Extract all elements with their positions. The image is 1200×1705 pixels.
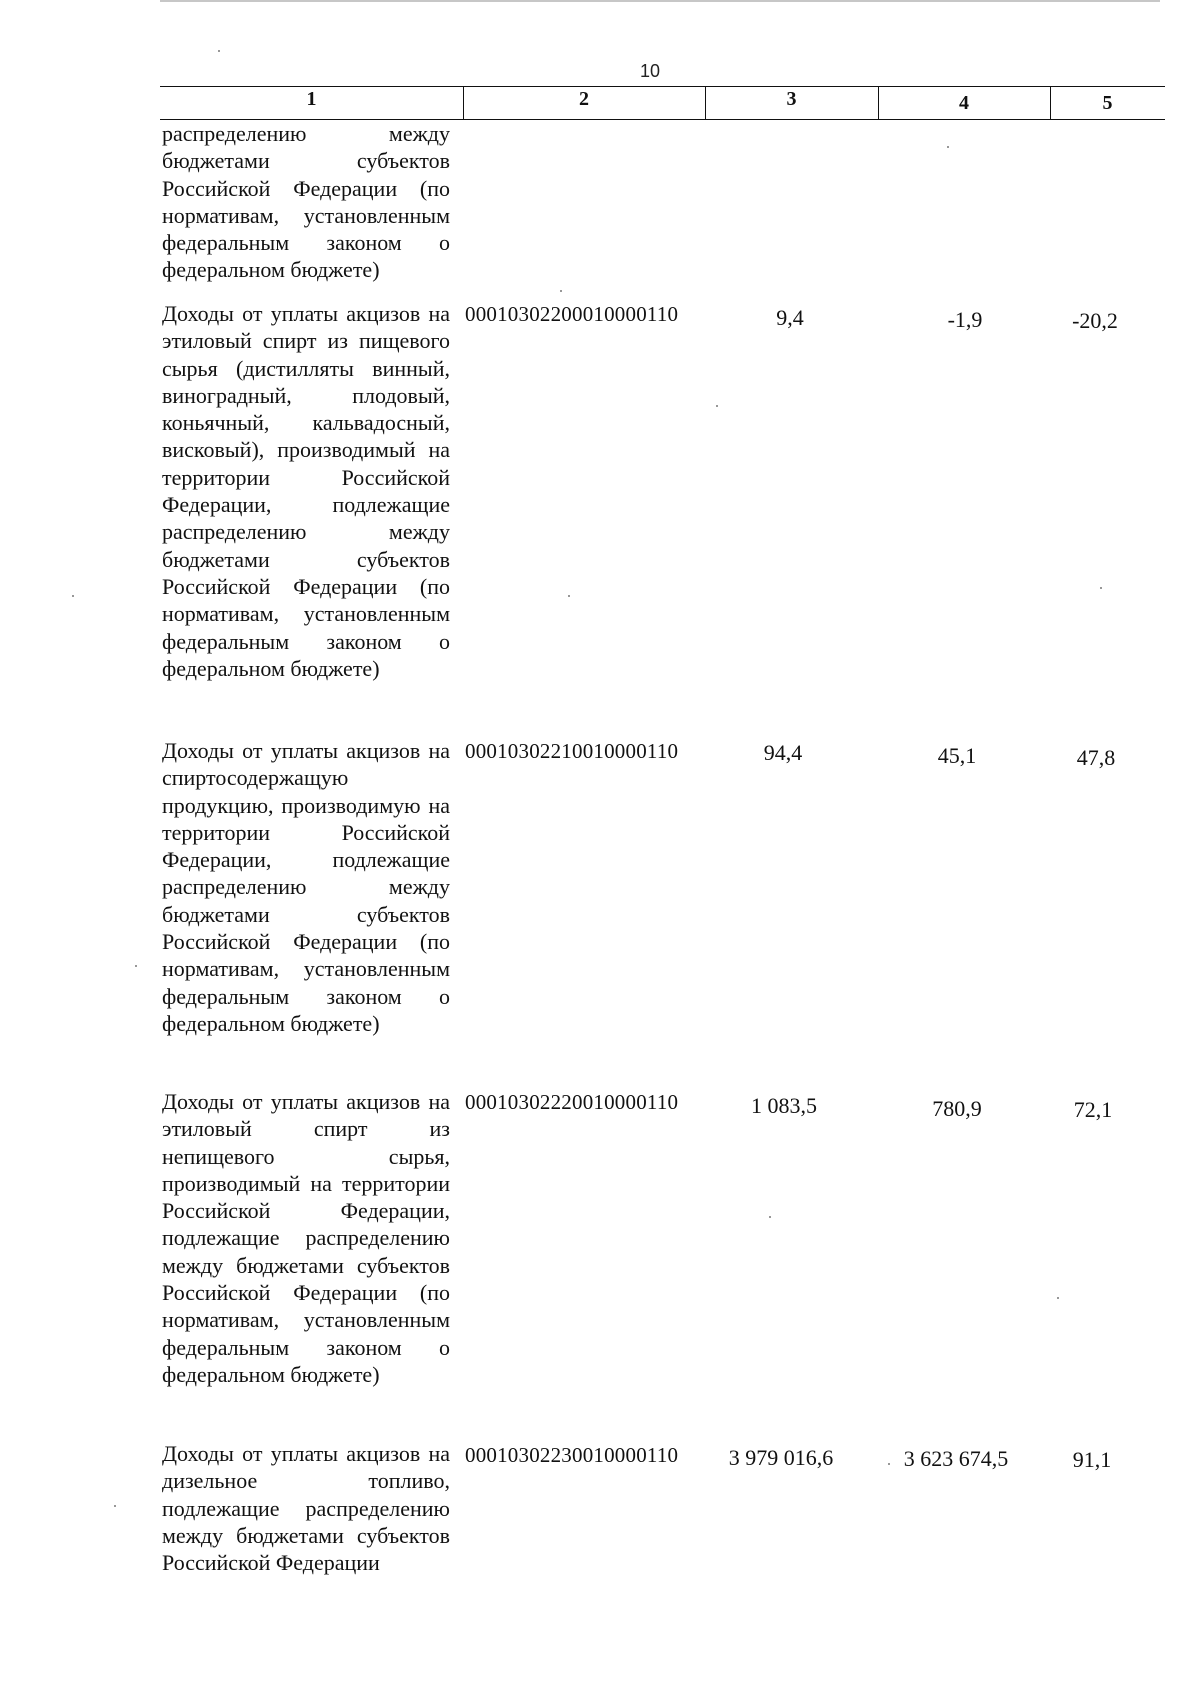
column-header-3: 3	[786, 88, 797, 110]
scan-speck	[72, 595, 74, 597]
value-col5: 91,1	[1072, 1447, 1112, 1472]
scan-speck	[716, 405, 718, 407]
value-col3: 9,4	[776, 305, 804, 330]
value-col3: 94,4	[763, 740, 803, 765]
row-description: Доходы от уплаты акцизов на этиловый спирт из пищевого сырья (дистилляты винный, виноградный, плодовый, коньячный, кальвадосный, висковый), производимый на территории Российской Федерации, подлежащие распределению между бюджетами субъектов Российской Федерации (по нормативам, установленным федеральным законом о федеральном бюджете)	[162, 301, 450, 681]
scan-speck	[568, 595, 570, 597]
row-description: Доходы от уплаты акцизов на этиловый спирт из непищевого сырья, производимый на территории Российской Федерации, подлежащие распределению между бюджетами субъектов Российской Федерации (по нормативам, установленным федеральным законом о федеральном бюджете)	[162, 1089, 450, 1387]
scan-speck	[1100, 587, 1102, 589]
scan-edge	[160, 0, 1160, 2]
header-top-rule	[160, 86, 1165, 87]
scan-speck	[888, 1463, 890, 1465]
row-description: распределению между бюджетами субъектов Российской Федерации (по нормативам, установленным федеральным законом о федеральном бюджете)	[162, 121, 450, 283]
column-header-4: 4	[959, 92, 969, 114]
budget-code: 00010302200010000110	[465, 302, 679, 326]
scan-speck	[218, 50, 220, 52]
value-col5: 72,1	[1073, 1097, 1113, 1122]
budget-code: 00010302220010000110	[465, 1090, 679, 1114]
scan-speck	[769, 1216, 771, 1218]
value-col4: 3 623 674,5	[903, 1446, 1009, 1471]
value-col4: 780,9	[932, 1096, 982, 1121]
scan-speck	[947, 146, 949, 148]
row-description: Доходы от уплаты акцизов на дизельное топливо, подлежащие распределению между бюджетами субъектов Российской Федерации	[162, 1441, 450, 1576]
table-header	[160, 84, 1165, 122]
value-col4: -1,9	[947, 307, 983, 332]
value-col3: 3 979 016,6	[728, 1445, 834, 1470]
row-description: Доходы от уплаты акцизов на спиртосодержащую продукцию, производимую на территории Российской Федерации, подлежащие распределению между бюджетами субъектов Российской Федерации (по нормативам, установленным федеральным законом о федеральном бюджете)	[162, 738, 450, 1036]
scan-speck	[560, 290, 562, 292]
value-col3: 1 083,5	[751, 1093, 817, 1118]
page-number: 10	[639, 61, 661, 81]
scan-speck	[1057, 1297, 1059, 1299]
budget-code: 00010302230010000110	[465, 1443, 679, 1467]
value-col5: -20,2	[1072, 308, 1118, 333]
budget-code: 00010302210010000110	[465, 739, 679, 763]
value-col4: 45,1	[937, 743, 977, 768]
column-header-2: 2	[579, 88, 589, 110]
column-header-1: 1	[306, 88, 317, 110]
value-col5: 47,8	[1076, 745, 1116, 770]
scan-speck	[114, 1505, 116, 1507]
column-header-5: 5	[1102, 92, 1113, 114]
scan-speck	[135, 965, 137, 967]
